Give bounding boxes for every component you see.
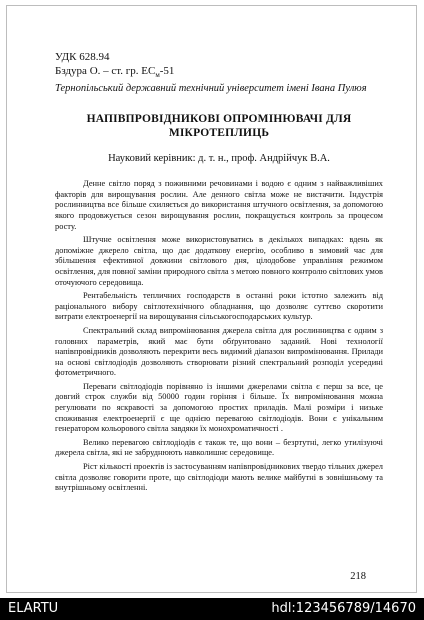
repository-name: ELARTU: [8, 601, 59, 616]
body-text: [55, 179, 383, 494]
paper-title: НАПІВПРОВІДНИКОВІ ОПРОМІНЮВАЧІ ДЛЯ МІКРОТЕПЛИЦЬ: [86, 113, 352, 140]
affiliation: Тернопільський державний технічний університет імені Івана Пулюя: [55, 83, 367, 95]
paragraph-7: Ріст кількості проектів із застосуванням напівпровідникових твердо тільних джерел світла дозволяє говорити проте, що світлодіоди мають велике майбутні в зовнішньому та внутрішньому освітленні.: [55, 462, 383, 493]
handle-id: hdl:123456789/14670: [271, 601, 416, 616]
author-group-subscript: м: [155, 71, 160, 80]
repository-footer: [0, 598, 424, 620]
paragraph-5: Переваги світлодіодів порівняно із іншими джерелами світла є перш за все, це довгий строк служби від 50000 годин горіння і більше. Їх випромінювання можна регулювати по яскравості за допомогою простих приладів. Малі розміри і низьке споживання електроенергії є ще однією перевагою світлодіодів. Вони є унікальним генератором кольорового світла завдяки їх монохроматичності .: [55, 381, 383, 434]
paragraph-6: Велико перевагою світлодіодів є також те, що вони – безртутні, легко утилізуючі джерела світла, які не забруднюють навколишнє середовище.: [55, 437, 383, 458]
paragraph-1: Денне світло поряд з поживними речовинами і водою є одним з найважливіших факторів для вирощування рослин. Але денного світла може не вистачити. Індустрія рослинництва все більше схиляється до використання штучного освітлення, за допомогою якого продовжується сезон вирощування рослин, покращується контроль за процесом росту.: [55, 179, 383, 231]
document-page: [6, 5, 417, 593]
paragraph-3: Рентабельність тепличних господарств в останні роки істотно залежить від раціонального вибору світлотехнічного обладнання, що дозволяє суттєво скоротити витрати електроенергії на вирощування сільськогосподарських культур.: [55, 291, 383, 322]
author-group-suffix: -51: [159, 65, 175, 77]
page-content: [55, 50, 383, 497]
paragraph-2: Штучне освітлення може використовуватись в декількох випадках: вдень як допоміжне джерело світла, що дає додаткову енергію, особливо в зимовий час для збільшення ефективної довжини світлового дня, цілодобове управління режимом освітлення, для повної заміни природного світла з метою повного контролю світлових умов оточуючого середовища.: [55, 235, 383, 287]
scientific-advisor: Науковий керівник: д. т. н., проф. Андрійчук В.А.: [108, 153, 330, 165]
udk-code: УДК 628.94: [55, 51, 110, 63]
page-number: 218: [350, 571, 366, 582]
paragraph-4: Спектральний склад випромінювання джерела світла для рослинництва є одним з головних параметрів, який має бути обґрунтовано заданий. Нові технології напівпровідників дозволяють перекрити весь видимий діапазон випромінювання. Прилади на основі світлодіодів дозволяють створювати різний спектральний розподіл усередині фотометричного.: [55, 325, 383, 378]
author-line: [55, 64, 383, 82]
author-name: Бздура О. – ст. гр. ЕС: [55, 65, 156, 77]
